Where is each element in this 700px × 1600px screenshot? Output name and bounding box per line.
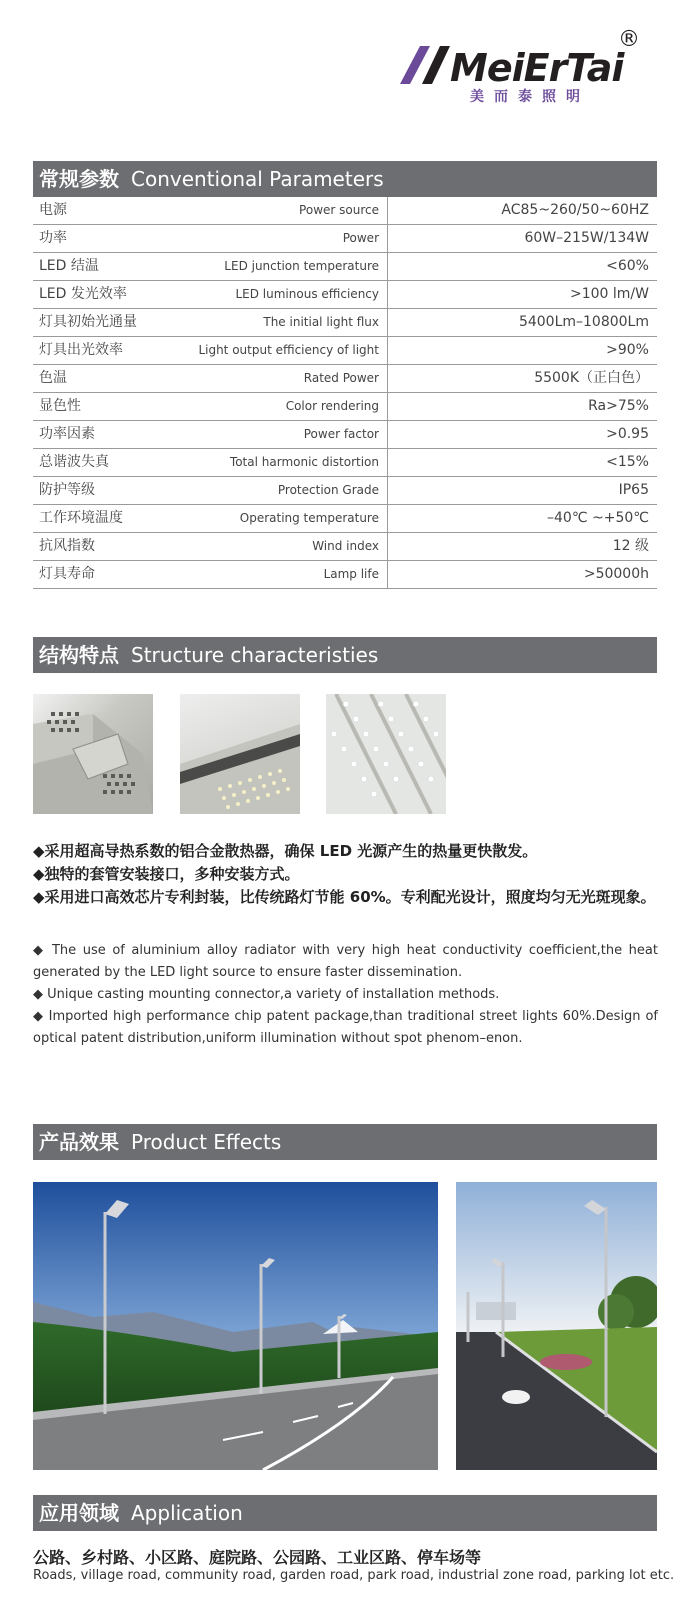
parameter-row [33, 477, 657, 505]
parameter-row [33, 281, 657, 309]
column-divider [387, 421, 388, 449]
parameter-row [33, 365, 657, 393]
parameter-name-en: Lamp life [323, 567, 379, 581]
parameter-name-en: Power [342, 231, 379, 245]
application-text-cn: 公路、乡村路、小区路、庭院路、公园路、工业区路、停车场等 [33, 1548, 482, 1567]
parameter-row [33, 309, 657, 337]
parameter-name-cn: 功率因素 [39, 426, 95, 442]
column-divider [387, 365, 388, 393]
effect-photo-highway [33, 1182, 438, 1470]
registered-mark: ® [618, 27, 640, 52]
column-divider [387, 533, 388, 561]
column-divider [387, 337, 388, 365]
brand-logo [400, 27, 660, 105]
parameter-name-en: Rated Power [303, 371, 379, 385]
section-header-application [33, 1495, 657, 1531]
parameter-name-cn: 电源 [39, 202, 67, 218]
parameter-value: >0.95 [606, 426, 649, 442]
parameters-table [33, 197, 657, 589]
structure-point-cn: ◆采用进口高效芯片专利封装，比传统路灯节能 60%。专利配光设计，照度均匀无光斑现象。 [33, 888, 656, 906]
parameter-name-cn: 功率 [39, 230, 67, 246]
parameter-value: 60W–215W/134W [524, 230, 649, 246]
parameter-name-en: Power source [299, 203, 379, 217]
parameter-value: <15% [606, 454, 649, 470]
application-text-en: Roads, village road, community road, garden road, park road, industrial zone road, parking lot etc. [33, 1568, 675, 1583]
parameter-row [33, 533, 657, 561]
structure-points-en [33, 940, 658, 1050]
product-photo-led-array [326, 694, 446, 814]
parameter-name-en: Light output efficiency of light [198, 343, 379, 357]
structure-points-cn [33, 840, 658, 909]
product-photo-module [180, 694, 300, 814]
parameter-name-en: The initial light flux [263, 315, 379, 329]
column-divider [387, 561, 388, 589]
section-header-effects [33, 1124, 657, 1160]
section-title-cn: 常规参数 [39, 167, 119, 191]
column-divider [387, 449, 388, 477]
section-title-cn: 产品效果 [39, 1130, 119, 1154]
section-title-en: Structure characteristies [131, 643, 379, 667]
parameter-value: >100 lm/W [570, 286, 649, 302]
parameter-value: –40℃ ~+50℃ [547, 510, 649, 526]
parameter-value: 5400Lm–10800Lm [518, 314, 649, 330]
parameter-name-cn: 工作环境温度 [39, 510, 123, 526]
parameter-name-cn: 灯具初始光通量 [39, 314, 137, 330]
parameter-name-en: Color rendering [285, 399, 379, 413]
parameter-value: 5500K（正白色） [534, 370, 649, 386]
parameter-name-en: Wind index [312, 539, 379, 553]
effect-photo-park-road [456, 1182, 657, 1470]
parameter-name-cn: 灯具寿命 [39, 566, 95, 582]
parameter-value: Ra>75% [588, 398, 649, 414]
product-photo-housing [33, 694, 153, 814]
parameter-name-en: Protection Grade [277, 483, 379, 497]
structure-point-en: ◆ Unique casting mounting connector,a variety of installation methods. [33, 987, 500, 1002]
parameter-name-cn: LED 发光效率 [39, 286, 127, 302]
parameter-name-en: LED luminous efficiency [235, 287, 379, 301]
section-title-en: Conventional Parameters [131, 167, 384, 191]
section-header-structure [33, 637, 657, 673]
parameter-value: >90% [606, 342, 649, 358]
parameter-row [33, 393, 657, 421]
section-title-en: Product Effects [131, 1130, 282, 1154]
column-divider [387, 477, 388, 505]
section-title-cn: 应用领域 [39, 1501, 119, 1525]
parameter-name-cn: LED 结温 [39, 258, 99, 274]
parameter-value: AC85~260/50~60HZ [501, 202, 649, 218]
column-divider [387, 197, 388, 225]
parameter-value: <60% [606, 258, 649, 274]
column-divider [387, 281, 388, 309]
parameter-row [33, 505, 657, 533]
parameter-name-en: Power factor [303, 427, 379, 441]
parameter-name-cn: 总谐波失真 [39, 454, 109, 470]
parameter-row [33, 561, 657, 589]
structure-point-cn: ◆独特的套管安装接口，多种安装方式。 [33, 865, 300, 883]
parameter-name-cn: 显色性 [39, 398, 81, 414]
column-divider [387, 253, 388, 281]
parameter-row [33, 225, 657, 253]
parameter-name-en: Operating temperature [239, 511, 379, 525]
column-divider [387, 309, 388, 337]
structure-point-en: ◆ Imported high performance chip patent package,than traditional street lights 60%.Design of optical patent distribution,uniform illumination without spot phenom–enon. [33, 1009, 658, 1046]
column-divider [387, 393, 388, 421]
parameter-name-cn: 抗风指数 [39, 538, 95, 554]
structure-point-cn: ◆采用超高导热系数的铝合金散热器，确保 LED 光源产生的热量更快散发。 [33, 842, 538, 860]
brand-name: MeiErTai [450, 46, 624, 90]
parameter-name-en: Total harmonic distortion [229, 455, 379, 469]
parameter-row [33, 337, 657, 365]
parameter-value: >50000h [583, 566, 649, 582]
section-title-cn: 结构特点 [39, 643, 119, 667]
structure-point-en: ◆ The use of aluminium alloy radiator with very high heat conductivity coefficient,the heat generated by the LED light source to ensure faster dissemination. [33, 943, 658, 980]
parameter-row [33, 449, 657, 477]
parameter-name-cn: 灯具出光效率 [39, 342, 123, 358]
parameter-value: IP65 [618, 482, 649, 498]
column-divider [387, 225, 388, 253]
parameter-value: 12 级 [612, 538, 649, 554]
parameter-name-cn: 防护等级 [39, 482, 95, 498]
parameter-row [33, 253, 657, 281]
column-divider [387, 505, 388, 533]
parameter-name-cn: 色温 [39, 370, 67, 386]
parameter-row [33, 421, 657, 449]
section-header-conventional [33, 161, 657, 197]
parameter-row [33, 197, 657, 225]
parameter-name-en: LED junction temperature [224, 259, 379, 273]
section-title-en: Application [131, 1501, 243, 1525]
brand-name-cn: 美而泰照明 [470, 89, 590, 105]
